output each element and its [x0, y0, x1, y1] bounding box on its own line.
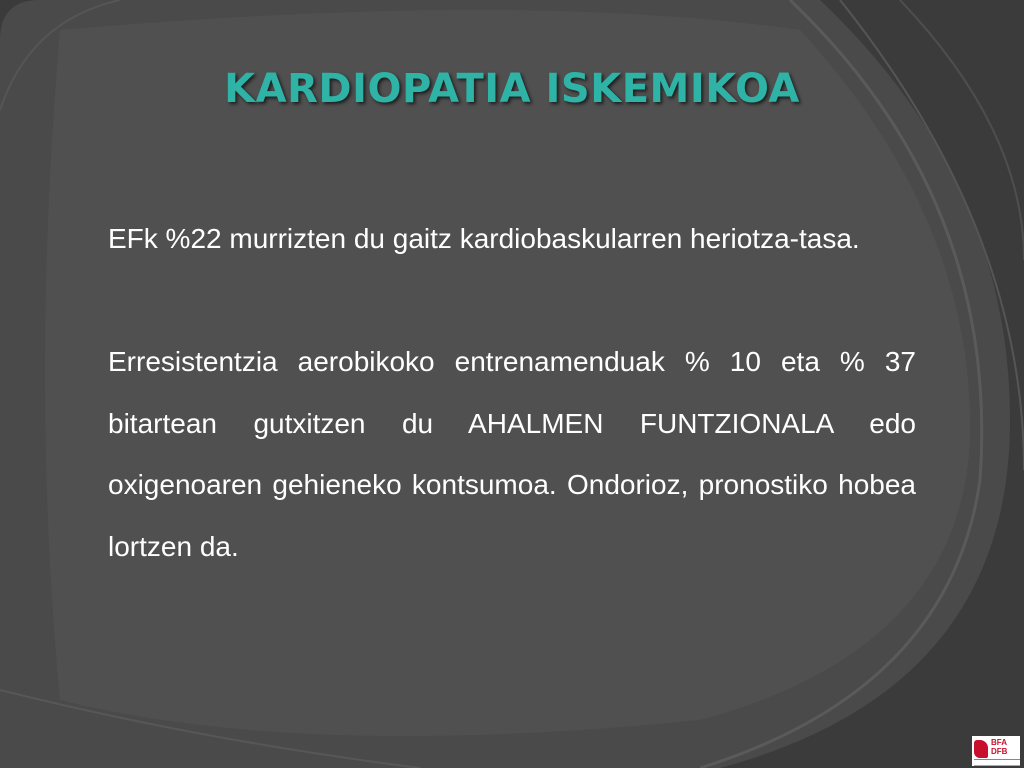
- bfa-dfb-logo: [972, 736, 1020, 766]
- logo-emblem-icon: [974, 740, 988, 758]
- paragraph-1: EFk %22 murrizten du gaitz kardiobaskularren heriotza-tasa.: [108, 223, 860, 254]
- paragraph-2: Erresistentzia aerobikoko entrenamenduak % 10 eta % 37 bitartean gutxitzen du AHALMEN FUNTZIONALA edo oxigenoaren gehieneko kontsumoa. Ondorioz, pronostiko hobea lortzen da.: [108, 346, 916, 562]
- slide-body: [108, 208, 916, 577]
- slide-title: KARDIOPATIA ISKEMIKOA: [224, 66, 800, 112]
- logo-text-bfa: BFA: [991, 738, 1007, 747]
- logo-text-dfb: DFB: [991, 747, 1008, 756]
- logo-caption: [974, 759, 1020, 766]
